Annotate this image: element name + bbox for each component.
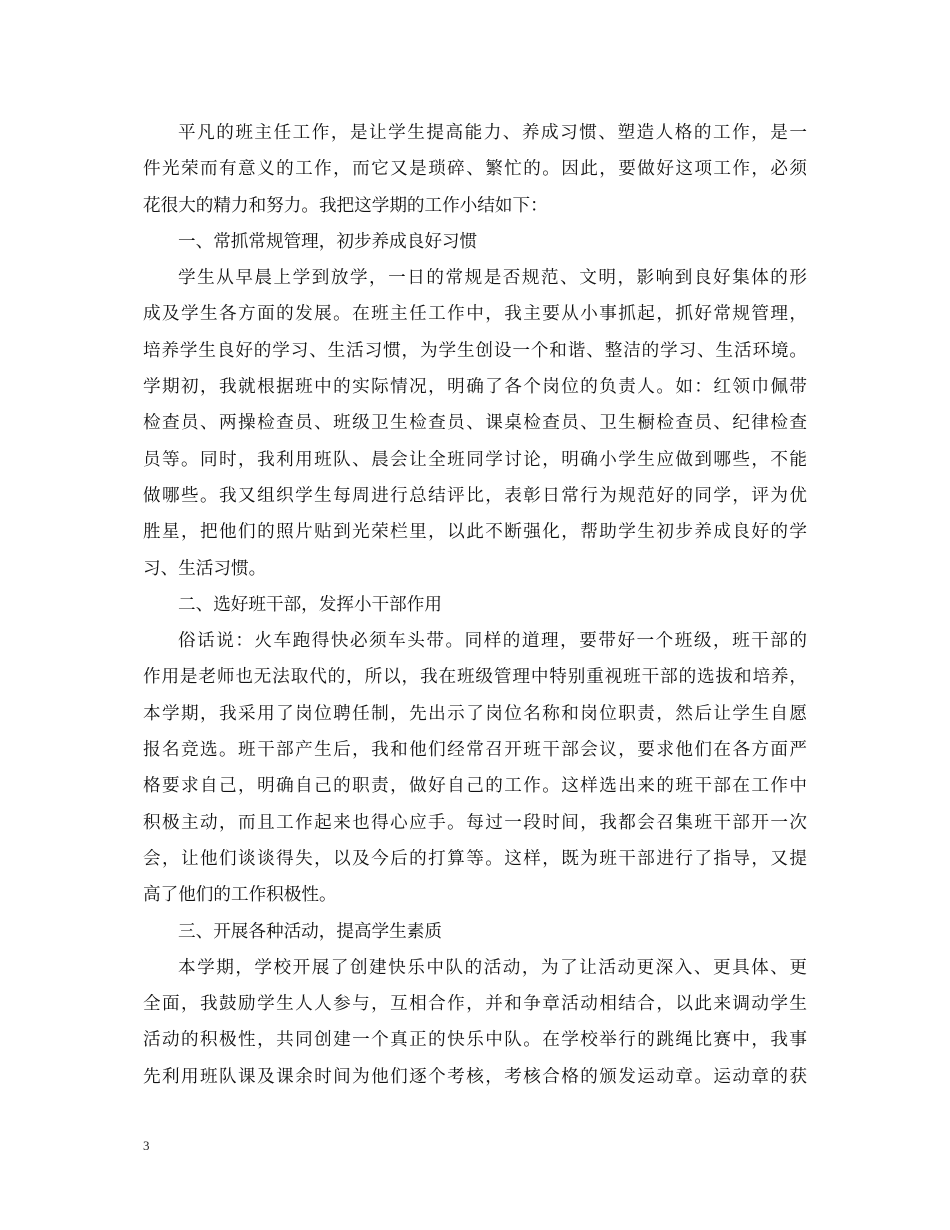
text-line: 习、生活习惯。	[143, 558, 267, 579]
text-line: 会，让他们谈谈得失，以及今后的打算等。这样，既为班干部进行了指导，又提	[143, 848, 807, 869]
text-line: 本学期，学校开展了创建快乐中队的活动，为了让活动更深入、更具体、更	[178, 957, 807, 978]
text-line: 件光荣而有意义的工作，而它又是琐碎、繁忙的。因此，要做好这项工作，必须	[143, 159, 807, 180]
text-line: 检查员、两操检查员、班级卫生检查员、课桌检查员、卫生橱检查员、纪律检查	[143, 413, 807, 434]
text-line: 成及学生各方面的发展。在班主任工作中，我主要从小事抓起，抓好常规管理，	[143, 304, 807, 325]
text-line: 花很大的精力和努力。我把这学期的工作小结如下：	[143, 195, 548, 216]
text-line: 全面，我鼓励学生人人参与，互相合作，并和争章活动相结合，以此来调动学生	[143, 994, 807, 1015]
text-line: 二、选好班干部，发挥小干部作用	[178, 594, 442, 615]
text-line: 培养学生良好的学习、生活习惯，为学生创设一个和谐、整洁的学习、生活环境。	[143, 340, 807, 361]
page-number: 3	[143, 1138, 150, 1153]
text-line: 胜星，把他们的照片贴到光荣栏里，以此不断强化，帮助学生初步养成良好的学	[143, 522, 807, 543]
text-line: 三、开展各种活动，提高学生素质	[178, 921, 442, 942]
document-body	[143, 115, 807, 1095]
text-line: 做哪些。我又组织学生每周进行总结评比，表彰日常行为规范好的同学，评为优	[143, 485, 807, 506]
text-line: 先利用班队课及课余时间为他们逐个考核，考核合格的颁发运动章。运动章的获	[143, 1066, 807, 1087]
text-line: 学生从早晨上学到放学，一日的常规是否规范、文明，影响到良好集体的形	[178, 268, 807, 289]
text-line: 一、常抓常规管理，初步养成良好习惯	[178, 231, 478, 252]
text-line: 作用是老师也无法取代的，所以，我在班级管理中特别重视班干部的选拔和培养，	[143, 667, 807, 688]
text-line: 本学期，我采用了岗位聘任制，先出示了岗位名称和岗位职责，然后让学生自愿	[143, 703, 807, 724]
text-line: 积极主动，而且工作起来也得心应手。每过一段时间，我都会召集班干部开一次	[143, 812, 807, 833]
text-line: 活动的积极性，共同创建一个真正的快乐中队。在学校举行的跳绳比赛中，我事	[143, 1030, 807, 1051]
text-line: 报名竞选。班干部产生后，我和他们经常召开班干部会议，要求他们在各方面严	[143, 740, 807, 761]
text-line: 格要求自己，明确自己的职责，做好自己的工作。这样选出来的班干部在工作中	[143, 776, 807, 797]
text-line: 学期初，我就根据班中的实际情况，明确了各个岗位的负责人。如：红领巾佩带	[143, 377, 807, 398]
text-line: 员等。同时，我利用班队、晨会让全班同学讨论，明确小学生应做到哪些，不能	[143, 449, 807, 470]
text-line: 俗话说：火车跑得快必须车头带。同样的道理，要带好一个班级，班干部的	[178, 631, 807, 652]
text-line: 高了他们的工作积极性。	[143, 885, 337, 906]
text-line: 平凡的班主任工作，是让学生提高能力、养成习惯、塑造人格的工作，是一	[178, 123, 807, 143]
